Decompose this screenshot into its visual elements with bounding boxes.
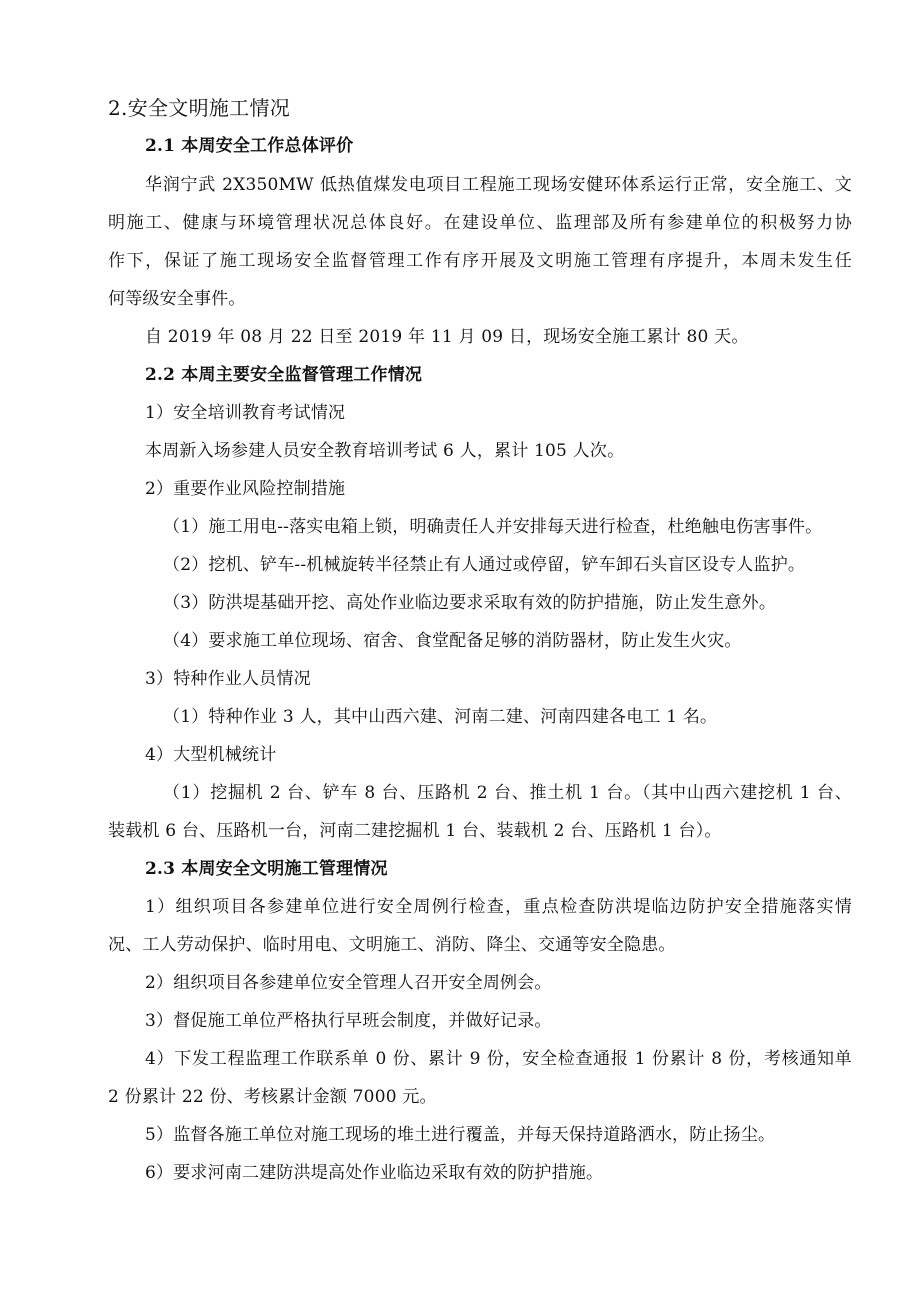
para-2-1-line-1: 华润宁武 2X350MW 低热值煤发电项目工程施工现场安健环体系运行正常，安全施工、文 [145,175,852,195]
p5: 5）监督各施工单位对施工现场的堆土进行覆盖，并每天保持道路洒水，防止扬尘。 [145,1125,776,1145]
item-2-point-2: （2）挖机、铲车--机械旋转半径禁止有人通过或停留，铲车卸石头盲区设专人监护。 [163,555,806,575]
heading-2-2: 2.2 本周主要安全监督管理工作情况 [145,365,423,385]
para-2-1-line-3: 作下，保证了施工现场安全监督管理工作有序开展及文明施工管理有序提升，本周未发生任 [108,251,852,271]
p1-line-2: 况、工人劳动保护、临时用电、文明施工、消防、降尘、交通等安全隐患。 [108,935,676,955]
p3: 3）督促施工单位严格执行早班会制度，并做好记录。 [145,1011,552,1031]
heading-2-1: 2.1 本周安全工作总体评价 [145,136,354,156]
item-1-title: 1）安全培训教育考试情况 [145,403,346,423]
item-2-point-3: （3）防洪堤基础开挖、高处作业临边要求采取有效的防护措施，防止发生意外。 [163,593,777,613]
p4-line-1: 4）下发工程监理工作联系单 0 份、累计 9 份，安全检查通报 1 份累计 8 份，考核通知单 [145,1049,852,1069]
item-3-point-1: （1）特种作业 3 人，其中山西六建、河南二建、河南四建各电工 1 名。 [163,707,718,727]
para-2-1-line-4: 何等级安全事件。 [108,289,246,309]
heading-2-3: 2.3 本周安全文明施工管理情况 [145,859,388,879]
p4-line-2: 2 份累计 22 份、考核累计金额 7000 元。 [108,1087,437,1107]
p6: 6）要求河南二建防洪堤高处作业临边采取有效的防护措施。 [145,1163,604,1183]
item-4-title: 4）大型机械统计 [145,745,277,765]
item-2-title: 2）重要作业风险控制措施 [145,479,346,499]
item-1-text: 本周新入场参建人员安全教育培训考试 6 人，累计 105 人次。 [145,441,625,461]
p2: 2）组织项目各参建单位安全管理人召开安全周例会。 [145,973,552,993]
item-2-point-1: （1）施工用电--落实电箱上锁，明确责任人并安排每天进行检查，杜绝触电伤害事件。 [163,517,823,537]
section-title: 2.安全文明施工情况 [108,96,291,120]
item-4-line-1: （1）挖掘机 2 台、铲车 8 台、压路机 2 台、推土机 1 台。（其中山西六建挖机 1 台、 [163,783,852,803]
item-2-point-4: （4）要求施工单位现场、宿舍、食堂配备足够的消防器材，防止发生火灾。 [163,631,742,651]
para-2-1-line-2: 明施工、健康与环境管理状况总体良好。在建设单位、监理部及所有参建单位的积极努力协 [108,213,852,233]
item-3-title: 3）特种作业人员情况 [145,669,311,689]
item-4-line-2: 装载机 6 台、压路机一台，河南二建挖掘机 1 台、装载机 2 台、压路机 1 台）。 [108,821,722,841]
p1-line-1: 1）组织项目各参建单位进行安全周例行检查，重点检查防洪堤临边防护安全措施落实情 [145,897,852,917]
para-2-1-days: 自 2019 年 08 月 22 日至 2019 年 11 月 09 日，现场安全施工累计 80 天。 [145,327,749,347]
